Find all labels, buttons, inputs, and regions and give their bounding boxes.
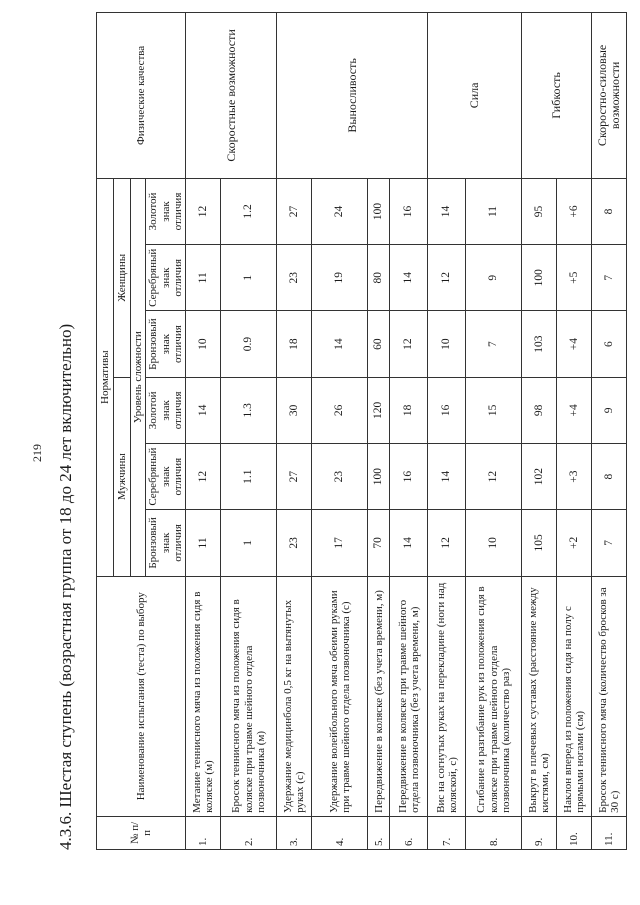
test-name: Выкрут в плечевых суставах (расстояние между кистями, см) <box>522 576 557 816</box>
test-name: Сгибание и разгибание рук из положения сидя в коляске при травме шейного отдела позвоночника (количество раз) <box>466 576 522 816</box>
men-silver-value: 16 <box>390 444 428 510</box>
header-women-bronze: Бронзовый знак отличия <box>146 311 186 377</box>
table-row <box>186 13 221 850</box>
test-name: Метание теннисного мяча из положения сидя в коляске (м) <box>186 576 221 816</box>
norms-table <box>96 12 627 850</box>
page-number: 219 <box>30 444 44 462</box>
women-bronze-value: 103 <box>522 311 557 377</box>
women-bronze-value: +4 <box>557 311 592 377</box>
quality-speed: Скоростные возможности <box>186 13 277 179</box>
men-gold-value: 30 <box>277 377 312 443</box>
table-row <box>522 13 557 850</box>
women-bronze-value: 12 <box>390 311 428 377</box>
header-men-silver: Серебряный знак отличия <box>146 444 186 510</box>
quality-endurance: Выносливость <box>277 13 428 179</box>
row-num: 9. <box>522 816 557 849</box>
women-gold-value: 14 <box>428 178 466 244</box>
header-norms: Нормативы <box>97 178 114 576</box>
rotated-page-content <box>0 8 640 878</box>
men-silver-value: 27 <box>277 444 312 510</box>
men-bronze-value: 70 <box>368 510 390 576</box>
header-men-bronze: Бронзовый знак отличия <box>146 510 186 576</box>
header-difficulty: Уровень сложности <box>131 178 146 576</box>
men-bronze-value: 10 <box>466 510 522 576</box>
women-bronze-value: 18 <box>277 311 312 377</box>
women-gold-value: 100 <box>368 178 390 244</box>
row-num: 2. <box>221 816 277 849</box>
row-num: 4. <box>312 816 368 849</box>
quality-strength: Сила <box>428 13 522 179</box>
row-num: 3. <box>277 816 312 849</box>
men-silver-value: 100 <box>368 444 390 510</box>
men-bronze-value: +2 <box>557 510 592 576</box>
women-bronze-value: 6 <box>592 311 627 377</box>
women-gold-value: 8 <box>592 178 627 244</box>
men-bronze-value: 1 <box>221 510 277 576</box>
header-women-gold: Золотой знак отличия <box>146 178 186 244</box>
men-gold-value: 14 <box>186 377 221 443</box>
men-silver-value: 8 <box>592 444 627 510</box>
header-men-gold: Золотой знак отличия <box>146 377 186 443</box>
header-women-silver: Серебряный знак отличия <box>146 245 186 311</box>
test-name: Передвижение в коляске (без учета времени, м) <box>368 576 390 816</box>
men-bronze-value: 17 <box>312 510 368 576</box>
men-bronze-value: 11 <box>186 510 221 576</box>
men-gold-value: 1.3 <box>221 377 277 443</box>
men-gold-value: 15 <box>466 377 522 443</box>
row-num: 11. <box>592 816 627 849</box>
women-silver-value: 23 <box>277 245 312 311</box>
women-silver-value: 80 <box>368 245 390 311</box>
women-gold-value: 95 <box>522 178 557 244</box>
men-gold-value: 98 <box>522 377 557 443</box>
table-row <box>592 13 627 850</box>
test-name: Передвижение в коляске при травме шейного отдела позвоночника (без учета времени, м) <box>390 576 428 816</box>
men-bronze-value: 23 <box>277 510 312 576</box>
quality-speed-strength: Скоростно-силовые возможности <box>592 13 627 179</box>
row-num: 7. <box>428 816 466 849</box>
men-silver-value: 23 <box>312 444 368 510</box>
women-gold-value: 1.2 <box>221 178 277 244</box>
men-bronze-value: 7 <box>592 510 627 576</box>
header-women: Женщины <box>114 178 131 377</box>
men-silver-value: 14 <box>428 444 466 510</box>
men-gold-value: 120 <box>368 377 390 443</box>
men-silver-value: +3 <box>557 444 592 510</box>
men-bronze-value: 12 <box>428 510 466 576</box>
test-name: Бросок теннисного мяча из положения сидя в коляске при травме шейного отдела позвоночника (м) <box>221 576 277 816</box>
men-silver-value: 12 <box>186 444 221 510</box>
header-men: Мужчины <box>114 377 131 576</box>
row-num: 6. <box>390 816 428 849</box>
test-name: Вис на согнутых руках на перекладине (ноги над коляской, с) <box>428 576 466 816</box>
women-silver-value: 9 <box>466 245 522 311</box>
test-name: Наклон вперед из положения сидя на полу с прямыми ногами (см) <box>557 576 592 816</box>
women-silver-value: 19 <box>312 245 368 311</box>
women-bronze-value: 10 <box>428 311 466 377</box>
women-gold-value: 12 <box>186 178 221 244</box>
women-silver-value: +5 <box>557 245 592 311</box>
women-silver-value: 12 <box>428 245 466 311</box>
header-num: № п/п <box>97 816 186 849</box>
men-silver-value: 102 <box>522 444 557 510</box>
table-row <box>428 13 466 850</box>
row-num: 8. <box>466 816 522 849</box>
header-physical-quality: Физические качества <box>97 13 186 179</box>
test-name: Бросок теннисного мяча (количество бросков за 30 с) <box>592 576 627 816</box>
header-test-name: Наименование испытания (теста) по выбору <box>97 576 186 816</box>
quality-flexibility: Гибкость <box>522 13 592 179</box>
men-bronze-value: 105 <box>522 510 557 576</box>
women-gold-value: 27 <box>277 178 312 244</box>
men-gold-value: 26 <box>312 377 368 443</box>
women-gold-value: 11 <box>466 178 522 244</box>
men-silver-value: 1.1 <box>221 444 277 510</box>
table-row <box>277 13 312 850</box>
women-silver-value: 1 <box>221 245 277 311</box>
men-silver-value: 12 <box>466 444 522 510</box>
men-gold-value: 16 <box>428 377 466 443</box>
women-silver-value: 100 <box>522 245 557 311</box>
row-num: 5. <box>368 816 390 849</box>
test-name: Удержание волейбольного мяча обеими руками при травме шейного отдела позвоночника (с) <box>312 576 368 816</box>
women-gold-value: 16 <box>390 178 428 244</box>
section-title: 4.3.6. Шестая ступень (возрастная группа от 18 до 24 лет включительно) <box>56 323 75 850</box>
women-bronze-value: 60 <box>368 311 390 377</box>
women-bronze-value: 10 <box>186 311 221 377</box>
men-gold-value: 18 <box>390 377 428 443</box>
women-gold-value: +6 <box>557 178 592 244</box>
row-num: 10. <box>557 816 592 849</box>
row-num: 1. <box>186 816 221 849</box>
women-bronze-value: 14 <box>312 311 368 377</box>
men-gold-value: 9 <box>592 377 627 443</box>
women-gold-value: 24 <box>312 178 368 244</box>
men-bronze-value: 14 <box>390 510 428 576</box>
women-silver-value: 7 <box>592 245 627 311</box>
women-bronze-value: 0.9 <box>221 311 277 377</box>
men-gold-value: +4 <box>557 377 592 443</box>
test-name: Удержание медицинбола 0,5 кг на вытянутых руках (с) <box>277 576 312 816</box>
women-silver-value: 11 <box>186 245 221 311</box>
women-silver-value: 14 <box>390 245 428 311</box>
women-bronze-value: 7 <box>466 311 522 377</box>
